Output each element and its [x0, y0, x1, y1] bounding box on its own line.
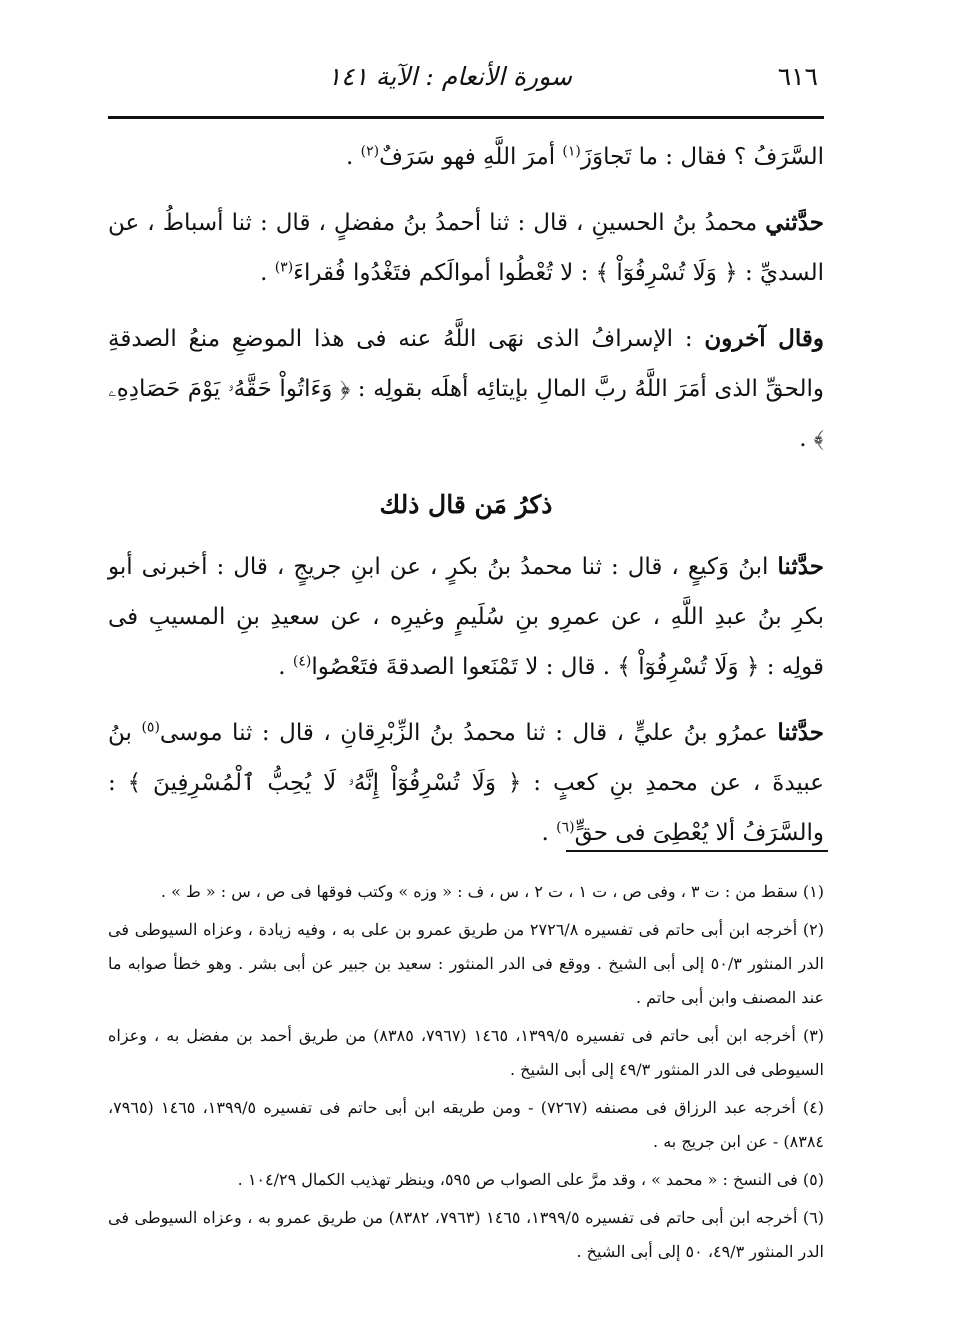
footnote-6: (٦) أخرجه ابن أبى حاتم فى تفسيره ١٣٩٩/٥، ١٤٦٥ (٧٩٦٣، ٨٣٨٢) من طريق عمرو به ، وعزاه السيوطى فى الدر المنثور ٤٩/٣، ٥٠ إلى أبى الشيخ . — [108, 1208, 825, 1261]
running-title: سورة الأنعام : الآية ١٤١ — [327, 62, 572, 91]
narration-lead: حدَّثنا — [777, 719, 825, 746]
footnote-ref[interactable]: (٤) — [292, 653, 312, 670]
paragraph-text: : الإسرافُ الذى نهَى اللَّهُ عنه فى هذا الموضعِ منعُ الصدقةِ والحقِّ الذى أمَرَ اللَّهُ ربَّ المالِ بإيتائِه أهلَه بقولِه : ﴿ وَءَاتُواْ حَقَّهُۥ يَوْمَ حَصَادِهِۦ ﴾ . — [108, 326, 824, 452]
paragraph-4 — [108, 542, 824, 692]
paragraph-text: ابنُ وَكيعٍ ، قال : ثنا محمدُ بنُ بكرٍ ، عن ابنِ جريجٍ ، قال : أخبرنى أبو بكرِ بنُ عبدِ اللَّهِ ، عن عمرِو بنِ سُلَيمٍ وغيرِه ، عن سعيدِ بنِ المسيبِ فى قولِه : ﴿ وَلَا تُسْرِفُوٓاْ ﴾ . قال : لا تَمْنَعوا الصدقةَ فتَعْصُوا — [108, 554, 824, 680]
paragraph-text: . — [260, 260, 268, 286]
section-heading: ذكرُ مَن قال ذلك — [379, 490, 553, 519]
paragraph-2 — [108, 198, 824, 298]
footnote-ref[interactable]: (٥) — [141, 719, 160, 736]
footnote-ref[interactable]: (١) — [562, 143, 581, 160]
footnote-3: (٣) أخرجه ابن أبى حاتم فى تفسيره ١٣٩٩/٥، ١٤٦٥ (٧٩٦٧، ٨٣٨٥) من طريق أحمد بن مفضل به ، وعزاه السيوطى فى الدر المنثور ٤٩/٣ إلى أبى الشيخ . — [108, 1026, 825, 1079]
paragraph-text: بنُ عبيدةَ ، عن محمدِ بنِ كعبٍ : ﴿ وَلَا تُسْرِفُوٓاْ إِنَّهُۥ لَا يُحِبُّ ٱلْمُسْرِفِينَ ﴾ : والسَّرَفُ ألا يُعْطِىَ فى حقٍّ — [108, 720, 824, 846]
page-header — [108, 58, 824, 98]
paragraph-text: . — [541, 820, 549, 846]
paragraph-text: السَّرَفُ ؟ فقال : ما تَجاوَزَ — [580, 144, 824, 170]
paragraph-text: عمرُو بنُ عليٍّ ، قال : ثنا محمدُ بنُ الزِّبْرِقانِ ، قال : ثنا موسى — [159, 720, 768, 746]
footnote-ref[interactable]: (٦) — [556, 819, 575, 836]
narration-lead: حدَّثني — [765, 209, 824, 236]
narration-lead: وقال آخرون — [704, 325, 825, 352]
paragraph-5 — [108, 708, 824, 858]
footnotes — [108, 875, 824, 1273]
footnote-ref[interactable]: (٣) — [274, 259, 294, 276]
page-number: ٦١٦ — [777, 62, 818, 91]
paragraph-1 — [108, 132, 824, 182]
paragraph-text: . — [346, 144, 354, 170]
paragraph-text: محمدُ بنُ الحسينِ ، قال : ثنا أحمدُ بنُ مفضلٍ ، قال : ثنا أسباطُ ، عن السديِّ : ﴿ وَلَا تُسْرِفُوٓاْ ﴾ : لا تُعْطُوا أموالَكم فتَغْدُوا فُقراءَ — [108, 210, 824, 286]
main-text — [108, 132, 824, 874]
paragraph-text: . — [278, 654, 286, 680]
footnote-rule — [566, 850, 828, 852]
paragraph-text: أمرَ اللَّهِ فهو سَرَفٌ — [379, 144, 556, 170]
footnote-1: (١) سقط من : ت ٣ ، وفى ص ، ت ١ ، ت ٢ ، س ، ف : « وزه » وكتب فوقها فى ص ، س : « ط » . — [160, 882, 824, 901]
narration-lead: حدَّثنا — [777, 553, 825, 580]
footnote-5: (٥) فى النسخ : « محمد » ، وقد مرَّ على الصواب ص ٥٩٥، وينظر تهذيب الكمال ١٠٤/٢٩ . — [237, 1170, 824, 1189]
paragraph-3 — [108, 314, 824, 464]
footnote-2: (٢) أخرجه ابن أبى حاتم فى تفسيره ٢٧٢٦/٨ من طريق عمرو بن على به ، وفيه زيادة ، وعزاه السيوطى فى الدر المنثور ٥٠/٣ إلى أبى الشيخ . ووقع فى الدر المنثور : سعيد بن جبير عن أبى بشر . وهو خطأ صوابه ما عند المصنف وابن أبى حاتم . — [108, 920, 825, 1007]
footnote-4: (٤) أخرجه عبد الرزاق فى مصنفه (٧٢٦٧) - ومن طريقه ابن أبى حاتم فى تفسيره ١٣٩٩/٥، ١٤٦٥ (٧٩٦٥، ٨٣٨٤) - عن ابن جريج به . — [108, 1098, 825, 1151]
header-rule — [108, 116, 824, 119]
footnote-ref[interactable]: (٢) — [360, 143, 380, 160]
